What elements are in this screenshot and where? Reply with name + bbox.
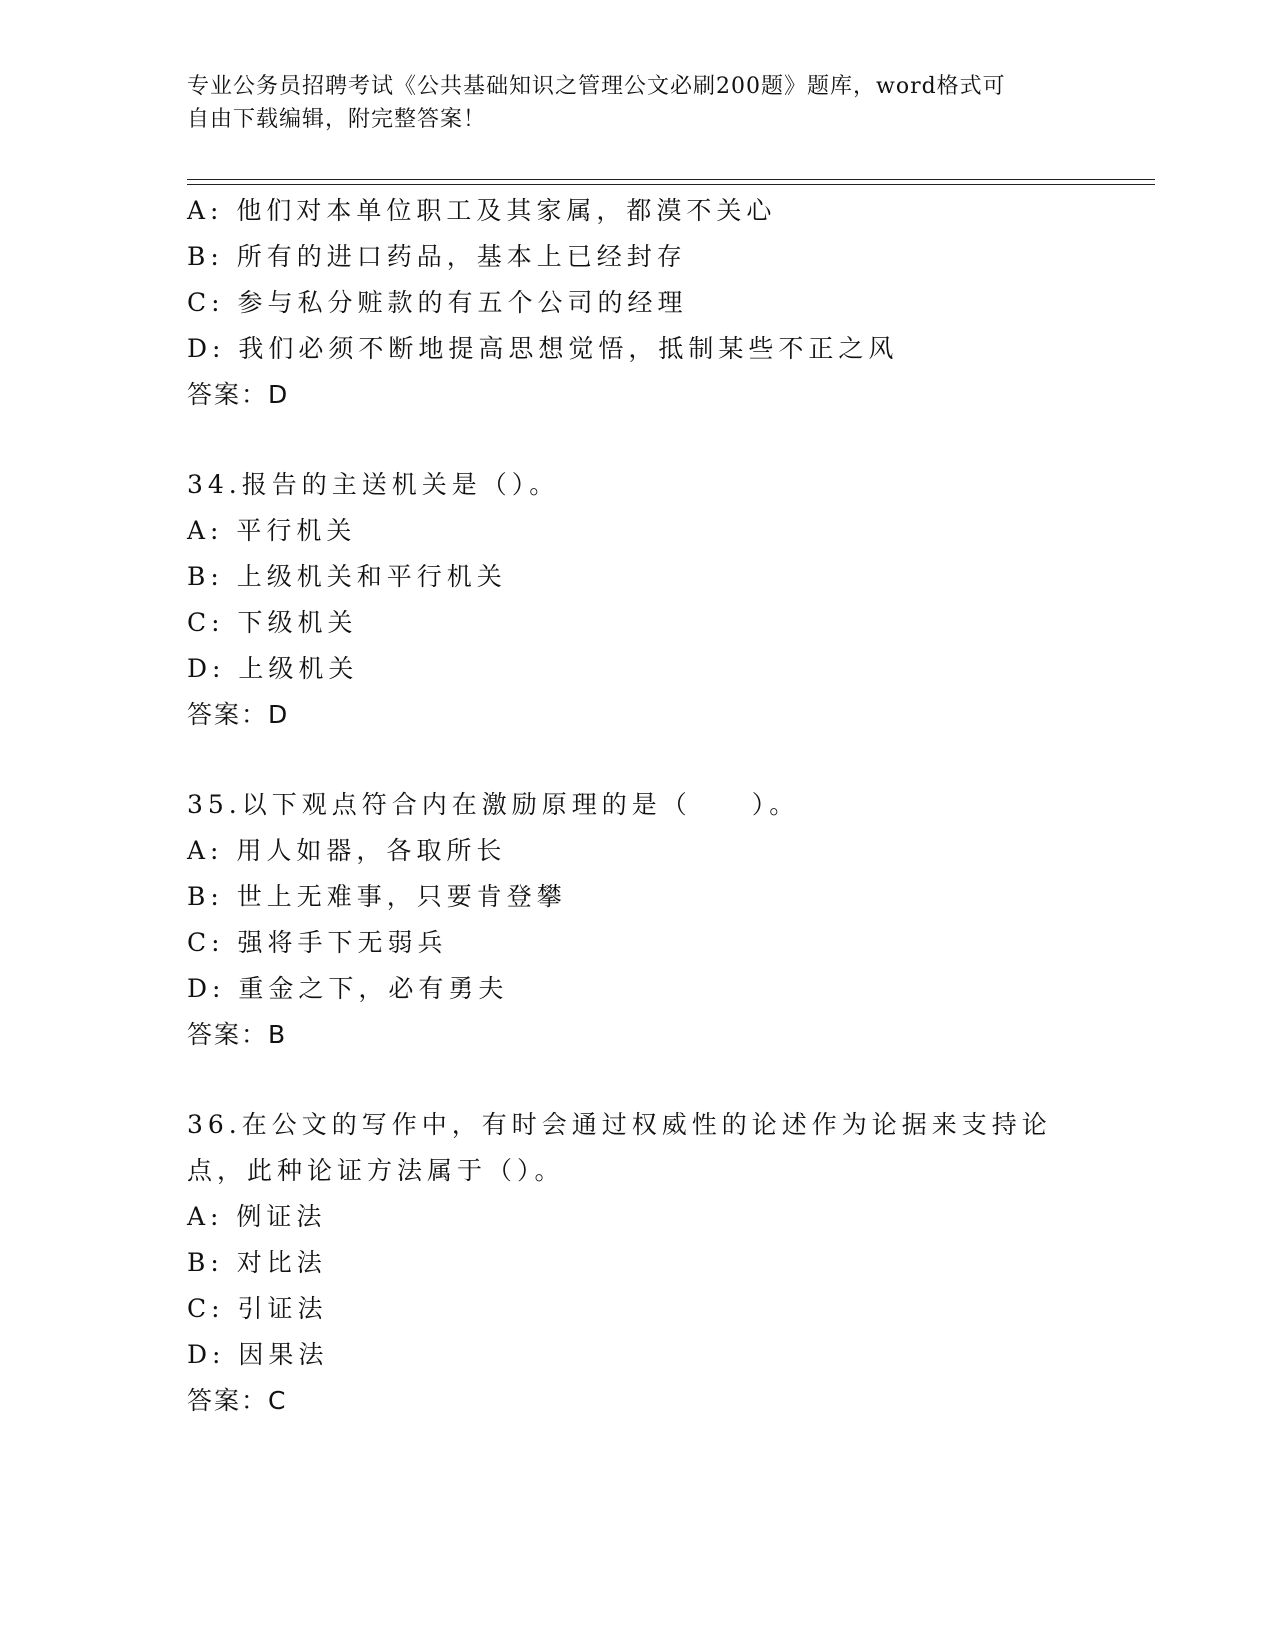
question-block-33 — [187, 188, 1107, 418]
option-b: B: 所有的进口药品，基本上已经封存 — [187, 242, 687, 271]
question-stem: 36.在公文的写作中，有时会通过权威性的论述作为论据来支持论点，此种论证方法属于（）。 — [187, 1110, 1052, 1185]
option-a: A: 例证法 — [187, 1202, 327, 1231]
question-block-36 — [187, 1102, 1107, 1424]
question-stem: 35.以下观点符合内在激励原理的是（ ）。 — [187, 790, 800, 819]
question-block-34 — [187, 462, 1107, 738]
answer-line: 答案：C — [187, 1386, 288, 1415]
option-a: A: 平行机关 — [187, 516, 357, 545]
question-stem: 34.报告的主送机关是（）。 — [187, 470, 560, 499]
question-block-35 — [187, 782, 1107, 1058]
header-line-1: 专业公务员招聘考试《公共基础知识之管理公文必刷200题》题库，word格式可 — [187, 74, 1006, 99]
header-line-2: 自由下载编辑，附完整答案！ — [187, 107, 487, 132]
document-header — [187, 70, 1067, 136]
option-b: B: 上级机关和平行机关 — [187, 562, 507, 591]
option-c: C: 引证法 — [187, 1294, 328, 1323]
answer-line: 答案：D — [187, 700, 290, 729]
header-divider-bottom — [187, 184, 1155, 185]
option-c: C: 强将手下无弱兵 — [187, 928, 448, 957]
option-b: B: 世上无难事，只要肯登攀 — [187, 882, 567, 911]
option-d: D: 我们必须不断地提高思想觉悟，抵制某些不正之风 — [187, 334, 899, 363]
question-list — [187, 188, 1107, 1424]
option-d: D: 上级机关 — [187, 654, 359, 683]
option-a: A: 他们对本单位职工及其家属，都漠不关心 — [187, 196, 777, 225]
option-c: C: 参与私分赃款的有五个公司的经理 — [187, 288, 688, 317]
option-d: D: 因果法 — [187, 1340, 329, 1369]
option-b: B: 对比法 — [187, 1248, 327, 1277]
option-a: A: 用人如器，各取所长 — [187, 836, 507, 865]
header-divider-top — [187, 179, 1155, 180]
option-c: C: 下级机关 — [187, 608, 358, 637]
answer-line: 答案：B — [187, 1020, 288, 1049]
answer-line: 答案：D — [187, 380, 290, 409]
option-d: D: 重金之下，必有勇夫 — [187, 974, 509, 1003]
